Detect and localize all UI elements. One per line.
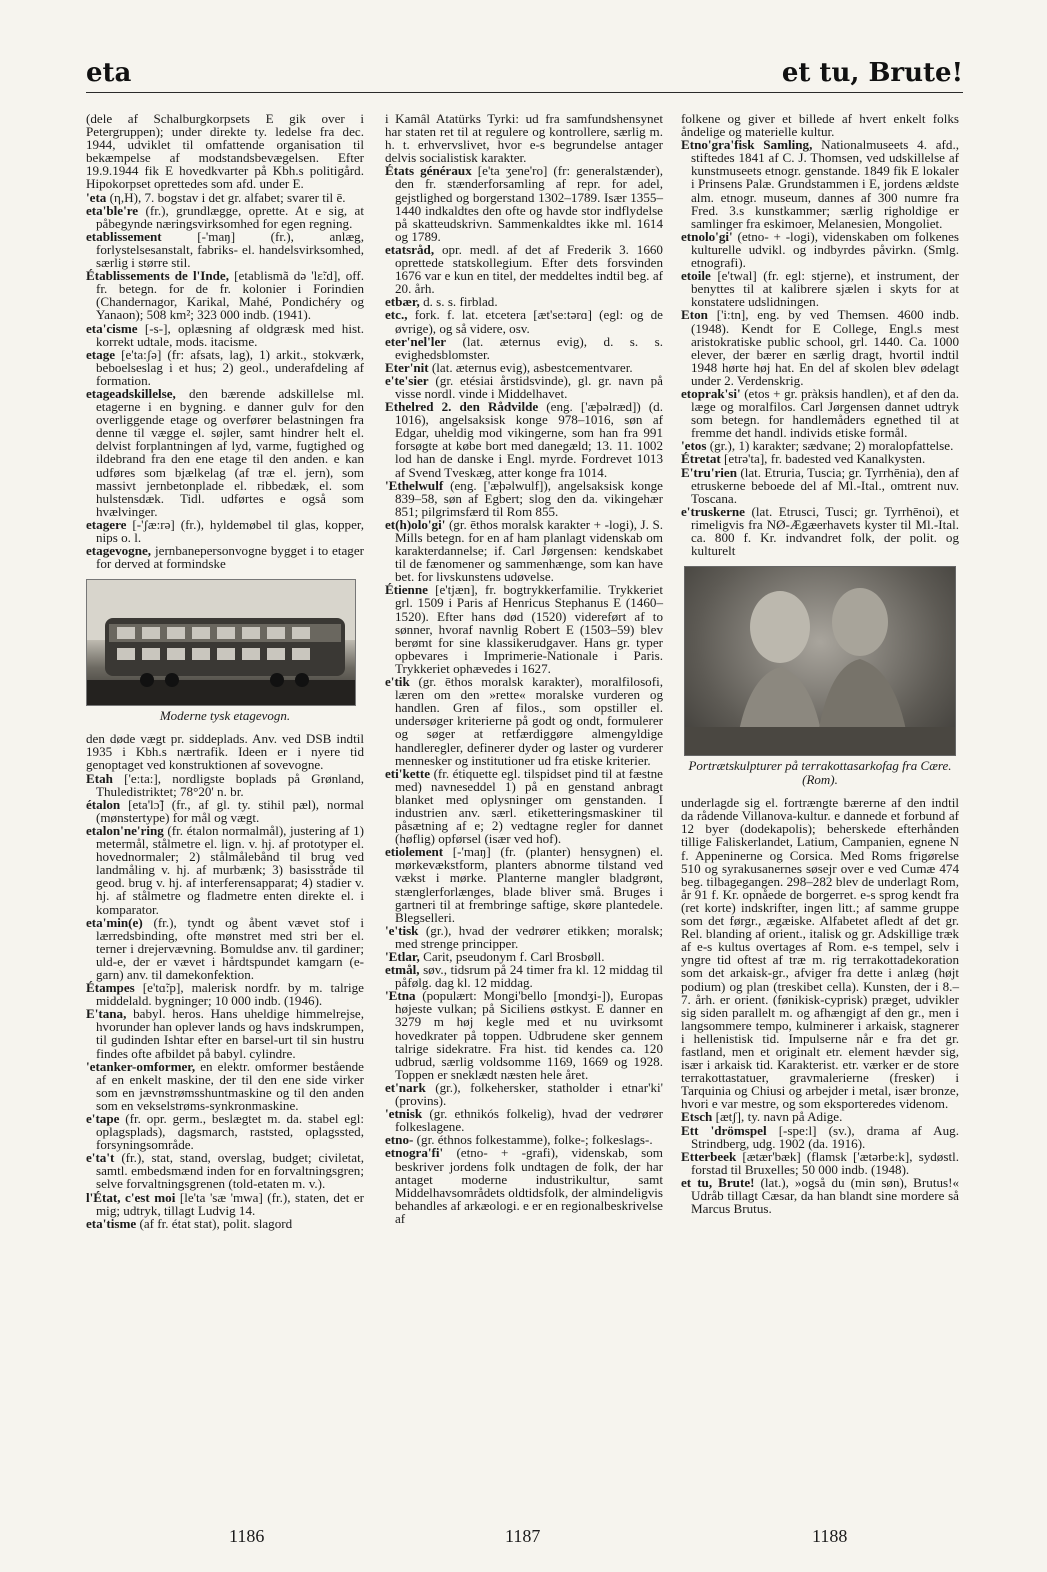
definition: Carit, pseudonym f. Carl Brosbøll. xyxy=(423,949,605,964)
headword: 'Ethelwulf xyxy=(385,477,444,493)
dictionary-entry xyxy=(385,963,663,989)
dictionary-entry xyxy=(385,767,663,846)
dictionary-entry xyxy=(681,466,959,505)
dictionary-entry xyxy=(86,387,364,518)
headword: Eter'nit xyxy=(385,359,429,375)
headword: etoile xyxy=(681,268,711,284)
definition: den døde vægt pr. siddeplads. Anv. ved DSB indtil 1935 i Kbh.s nærtrafik. Ideen er i nyere tid genoptaget ved konstruktionen af sovevogne. xyxy=(86,731,364,773)
dictionary-entry xyxy=(385,583,663,675)
headword: etagevogne, xyxy=(86,543,152,559)
col2-entries xyxy=(385,112,663,1225)
headword: etiolement xyxy=(385,844,444,860)
definition: (gr. ēthos moralsk karakter), moralfilosofi, læren om den »rette« moralske vurderen og handlen. Gren af filos., som opstiller el. undersøger kriterierne på godt og ondt, formulerer og søger at retfærdiggøre almengyldige handleregler, definerer dyder og laster og vurderer mennesker og institutioner ud fra etiske kriterier. xyxy=(395,674,663,768)
definition: (gr. éthnos folkestamme), folke-; folkeslags-. xyxy=(416,1132,653,1148)
headword: Etno'gra'fisk Samling, xyxy=(681,137,813,153)
dictionary-entry xyxy=(86,1191,364,1217)
figure-caption: Portrætskulpturer på terrakottasarkofag fra Cære. (Rom). xyxy=(688,758,952,788)
dictionary-entry xyxy=(681,138,959,230)
definition: [eta'lɔ̃] (fr., af gl. ty. stihil pæl), normal (mønstertype) for mål og vægt. xyxy=(96,796,364,825)
page-number-left: 1186 xyxy=(229,1526,265,1546)
definition: en elektr. omformer bestående af en enkelt maskine, der til den ene side virker som en jævnstrømsshuntmaskine og til den anden som en vekselstrøms-synkronmaskine. xyxy=(96,1058,364,1113)
definition: (dele af Schalburgkorpsets E gik over i Petergruppen); under direkte ty. ledelse fra dec. 1944, udviklet til omfattende organisation til bekæmpelse af modstandsbevægelsen. Efter 19.9.1944 fik E hovedkvarter på Kbh.s politigård. Hipokorpset oprettedes som afd. under E. xyxy=(86,111,364,192)
dictionary-entry xyxy=(681,1176,959,1215)
dictionary-entry xyxy=(86,798,364,824)
definition: [-'maŋ] (fr.), anlæg, forlystelsesanstalt, fabriks- el. handelsvirksomhed, særlig i større stil. xyxy=(96,228,364,271)
headword: 'etanker-omformer, xyxy=(86,1058,196,1074)
headword: etnogra'fi' xyxy=(385,1145,444,1161)
definition: [le'ta 'sæ 'mwa] (fr.), staten, det er mig; udtryk, tillagt Ludvig 14. xyxy=(96,1189,365,1218)
definition: [-'ʃæ:rə] (fr.), hyldemøbel til glas, kopper, nips o. l. xyxy=(96,516,364,545)
definition: [-'maŋ] (fr. (planter) hensygnen) el. mørkevækstform, planters abnorme tilstand ved vækst i mørke. Planterne mangler bladgrønt, stænglerforlænges, blade bliver små. Bruges i gartneri til at frembringe saftige, skøre plantedele. Blegselleri. xyxy=(395,844,663,925)
headword: 'e'tisk xyxy=(385,922,419,938)
dictionary-entry xyxy=(385,374,663,400)
headword: E'tana, xyxy=(86,1006,127,1022)
headword: etoprak'si' xyxy=(681,385,741,401)
definition: ['e:ta:], nordligste boplads på Grønland, Thuledistriktet; 78°20' n. br. xyxy=(96,770,364,799)
dictionary-entry xyxy=(681,230,959,269)
headword: Ett 'drömspel xyxy=(681,1122,767,1138)
dictionary-entry xyxy=(681,505,959,557)
dictionary-entry xyxy=(86,1007,364,1059)
dictionary-entry xyxy=(86,348,364,387)
train-photo xyxy=(86,579,356,706)
headword: 'Etlar, xyxy=(385,949,420,964)
dictionary-entry xyxy=(86,269,364,321)
headword: Ethelred 2. den Rådvilde xyxy=(385,399,539,415)
definition: [e'ta:ʃə] (fr: afsats, lag), 1) arkit., stokværk, beboelseslag i et hus; 2) geol., underafdeling af formation. xyxy=(96,346,364,388)
definition: [etrə'ta], fr. badested ved Kanalkysten. xyxy=(724,451,926,467)
headword: Eton xyxy=(681,307,708,323)
dictionary-entry xyxy=(385,400,663,479)
headword: etatsråd, xyxy=(385,241,435,257)
dictionary-entry xyxy=(385,308,663,334)
dictionary-entry xyxy=(385,479,663,518)
definition: [e'tjæn], fr. bogtrykkerfamilie. Trykkeriet grl. 1509 i Paris af Henricus Stephanus E (1460–1520). Efter hans død (1520) videreført af to sønner, hvoraf navnlig Robert E (1503–59) blev berømt for sine klassikerudgaver. Hans gr. typer opbevares i Imprimerie-Nationale i Paris. Trykkeriet ophævedes i 1627. xyxy=(395,582,663,676)
definition: (fr. étiquette egl. tilspidset pind til at fæstne med) navneseddel 1) på en genstand anbragt blanket med oplysninger om genstanden. I industrien anv. særl. etiketteringsmaskiner til påsætning af e; 2) vedtagne regler for dannet (høflig) opførsel (især ved hof). xyxy=(395,765,663,847)
headword: eta'ble're xyxy=(86,202,139,218)
headword: Établissements de l'Inde, xyxy=(86,268,230,284)
definition: folkene og giver et billede af hvert enkelt folks åndelige og materielle kultur. xyxy=(681,111,959,140)
dictionary-entry xyxy=(86,204,364,230)
headword: e'truskerne xyxy=(681,503,745,519)
dictionary-entry xyxy=(681,1150,959,1176)
definition: (etno- + -grafi), videnskab, som beskriver jordens folk undtagen de folk, der har antaget moderne industrikultur, samt Middelhavsområdets oldtidsfolk, der almindeligvis behandles af arkæologi. e er en regionalbeskrivelse af xyxy=(395,1145,663,1226)
dictionary-entry xyxy=(86,518,364,544)
definition: [ætær'bæk] (flamsk ['ætərbe:k], sydøstl. forstad til Bruxelles; 50 000 indb. (1948). xyxy=(691,1148,959,1177)
dictionary-entry xyxy=(385,845,663,924)
definition: søv., tidsrum på 24 timer fra kl. 12 middag til påfølg. dag kl. 12 middag. xyxy=(395,962,663,991)
headword: e'tik xyxy=(385,674,410,690)
headword: Etsch xyxy=(681,1109,713,1125)
dictionary-entry xyxy=(86,230,364,269)
dictionary-entry xyxy=(681,387,959,439)
dictionary-entry xyxy=(385,1081,663,1107)
headword: E'tru'rien xyxy=(681,464,738,480)
headword: etbær, xyxy=(385,294,420,310)
headword: Étampes xyxy=(86,980,135,996)
figure-sarcophagus xyxy=(681,566,959,787)
definition: (η,H), 7. bogstav i det gr. alfabet; svarer til ē. xyxy=(109,189,346,205)
headword: etage xyxy=(86,346,116,362)
headword: etnolo'gi' xyxy=(681,228,733,244)
definition: (etos + gr. pràksis handlen), et af den da. læge og moralfilos. Carl Jørgensen dannet udtryk som betegn. for handlemåders egnethed til at fremme det handl. individs etiske formål. xyxy=(691,385,959,441)
dictionary-entry xyxy=(681,112,959,138)
dictionary-entry xyxy=(86,1151,364,1190)
definition: (fr.), tyndt og åbent vævet stof i lærredsbinding, ofte mønstret med stri ber el. terner i drejervævning. Bomuldse anv. til gardiner; uld-e, der er vævet i hårdtspundet kamgarn (e-garn) anv. til damekonfektion. xyxy=(96,914,364,982)
headword: etc., xyxy=(385,307,408,323)
definition: (fr. opr. germ., beslægtet m. da. stabel egl: oplagsplads), dagsmarch, raststed, oplagssted, forsyningsområde. xyxy=(96,1111,364,1153)
headword: 'etos xyxy=(681,438,707,454)
dictionary-entry xyxy=(385,112,663,164)
definition: (gr. ēthos moralsk karakter + -logi), J. S. Mills betegn. for en af ham planlagt videnskab om karakterdannelse; if. Carl Jørgensen: kendskabet til de fænomener og sammenhænge, som kan have bet. for livskunstens udøvelse. xyxy=(395,516,663,585)
headword: e'te'sier xyxy=(385,372,429,388)
definition: (lat. Etruria, Tuscia; gr. Tyrrhēnia), den af etruskerne beboede del af Ml.-Ital., omtrent nuv. Toscana. xyxy=(691,464,959,506)
page-number-middle: 1187 xyxy=(505,1526,541,1546)
definition: (gr. ethnikós folkelig), hvad der vedrører folkeslagene. xyxy=(395,1106,663,1135)
definition: (gr.), folkehersker, statholder i etnar'ki' (provins). xyxy=(395,1079,664,1109)
definition: [e'ta ʒene'ro] (fr: generalstænder), den fr. stænderforsamling af repr. for adel, gejstlighed og borgerstand 1302–1789. Især 1355–1440 indkaldtes den ofte og havde stor indflydelse på skatteudskrivn. Sammenkaldtes ikke ml. 1614 og 1789. xyxy=(395,163,663,244)
headword: eta'min(e) xyxy=(86,914,143,930)
headword: etageadskillelse, xyxy=(86,385,176,401)
dictionary-entry xyxy=(86,772,364,798)
dictionary-entry xyxy=(86,916,364,981)
definition: [-spe:l] (sv.), drama af Aug. Strindberg, udg. 1902 (da. 1916). xyxy=(691,1122,959,1151)
column-3 xyxy=(681,112,959,1215)
dictionary-entry xyxy=(86,824,364,916)
dictionary-entry xyxy=(385,1146,663,1225)
col1-entries xyxy=(86,112,364,570)
definition: (af fr. état stat), polit. slagord xyxy=(139,1215,293,1231)
dictionary-entry xyxy=(681,308,959,387)
definition: (eng. ['æþəlwulf]), angelsaksisk konge 839–58, søn af Egbert; slog den da. vikingehær 851; pilgrimsfærd til Rom 855. xyxy=(395,477,663,519)
headword: eti'kette xyxy=(385,765,431,781)
dictionary-entry xyxy=(86,981,364,1007)
definition: i Kamâl Atatürks Tyrki: ud fra samfundshensynet har staten ret til at regulere og kontrollere, særlig m. h. t. erhvervslivet, hvor e-s begrundelse antager delvis socialistisk karakter. xyxy=(385,111,663,166)
headword: étalon xyxy=(86,796,121,812)
definition: (etno- + -logi), videnskaben om folkenes kulturelle udvikl. og indbyrdes påvirkn. (Smlg. etnografi). xyxy=(691,228,959,271)
headword: et(h)olo'gi' xyxy=(385,516,446,532)
headword: Étretat xyxy=(681,451,721,467)
dictionary-entry xyxy=(86,544,364,570)
headword: e'ta't xyxy=(86,1150,115,1166)
definition: Nationalmuseets 4. afd., stiftedes 1841 af C. J. Thomsen, ved udskillelse af kunstmuseets etnogr. genstande. 1849 fik E lokaler i Prinsens Palæ. Grundstammen i E, jordens ældste alm. etnogr. museum, dannes af 300 numre fra Fred. 3.s kunstkammer; særlig righoldige er samlinger fra eskimoer, Melanesien, Mongoliet. xyxy=(691,137,959,231)
headword: etmål, xyxy=(385,962,420,978)
page-number-right: 1188 xyxy=(812,1526,848,1546)
definition: (fr.), stat, stand, overslag, budget; civiletat, samtl. embedsmænd inden for en forvaltningsgren; selve forvaltningsgrenen (told-etaten m. v.). xyxy=(96,1150,364,1192)
headword: etablissement xyxy=(86,228,162,244)
headword: etalon'ne'ring xyxy=(86,822,164,838)
definition: (eng. ['æþəlræd]) (d. 1016), angelsaksisk konge 978–1016, søn af Edgar, uheldig mod vikingerne, som han fra 991 forsøgte at købe bort med danegæld; 13. 11. 1002 lod han de danske i Engl. myrde. Fordrevet 1013 af Svend Tveskæg, atter konge fra 1014. xyxy=(395,399,663,480)
headword: 'etnisk xyxy=(385,1106,423,1122)
right-guide-word: et tu, Brute! xyxy=(781,58,963,88)
dictionary-entry xyxy=(86,732,364,771)
definition: ['i:tn], eng. by ved Themsen. 4600 indb. (1948). Kendt for E College, Engl.s mest aristokratiske public school, grl. 1440. Ca. 1000 elever, der bærer en særlig dragt, hvortil indtil 1948 hørte høj hat. En del af skolen blev ødelagt under 2. Verdenskrig. xyxy=(691,307,959,388)
dictionary-entry xyxy=(86,1217,364,1230)
definition: (lat.), »også du (min søn), Brutus!« Udråb tillagt Cæsar, da han blandt sine mordere så Marcus Brutus. xyxy=(691,1174,960,1217)
dictionary-entry xyxy=(385,1107,663,1133)
dictionary-entry xyxy=(86,1060,364,1112)
definition: (gr. etésiai årstidsvinde), gl. gr. navn på visse nordl. vinde i Middelhavet. xyxy=(395,372,663,401)
definition: [e'twal] (fr. egl: stjerne), et instrument, der benyttes til at kalibrere sjælen i skyts for at konstatere udslidningen. xyxy=(691,268,959,310)
definition: (gr.), 1) karakter; sædvane; 2) moralopfattelse. xyxy=(709,438,954,454)
column-1 xyxy=(86,112,364,1230)
definition: fork. f. lat. etcetera [æt'se:tərɑ] (egl: og de øvrige), og så videre, osv. xyxy=(395,307,663,336)
figure-etagevogn xyxy=(86,579,364,723)
headword: Étienne xyxy=(385,582,428,598)
headword: etagere xyxy=(86,516,127,532)
headword: e'tape xyxy=(86,1111,120,1126)
dictionary-entry xyxy=(681,796,959,1110)
dictionary-entry xyxy=(86,322,364,348)
headword: et'nark xyxy=(385,1079,426,1095)
definition: jernbanepersonvogne bygget i to etager for derved at formindske xyxy=(96,543,365,572)
page-header xyxy=(86,56,963,93)
definition: (lat. æternus evig), d. s. s. evighedsblomster. xyxy=(395,333,663,362)
definition: (lat. Etrusci, Tusci; gr. Tyrrhēnoi), et rimeligvis fra NØ-Ægæerhavets kyster til Ml.-Ital. ca. 800 f. Kr. indvandret folk, der polit. og kulturelt xyxy=(691,503,959,559)
col3b-entries xyxy=(681,796,959,1215)
col1b-entries xyxy=(86,732,364,1230)
definition: [ætʃ], ty. navn på Adige. xyxy=(715,1109,843,1125)
definition: (populært: Mongi'bello [mondʒi-]), Europas højeste vulkan; på Siciliens østkyst. E danner en 3279 m høj kegle med et nu uvirksomt hovedkrater på toppen. Udbrudene sker gennem talrige sidekratre. Fra hist. tid kendes ca. 120 udbrud, særlig voldsomme 1169, 1669 og 1928. Toppen er sneklædt næsten hele året. xyxy=(395,988,664,1082)
dictionary-entry xyxy=(681,269,959,308)
definition: opr. medl. af det af Frederik 3. 1660 oprettede statskollegium. Efter dets forsvinden 1676 var e kun en titel, der meddeltes indtil beg. af 20. årh. xyxy=(395,241,663,297)
headword: eta'tisme xyxy=(86,1215,137,1231)
dictionary-entry xyxy=(385,924,663,950)
dictionary-entry xyxy=(385,675,663,767)
col3-entries xyxy=(681,112,959,557)
definition: [-s-], oplæsning af oldgræsk med hist. korrekt udtale, mods. itacisme. xyxy=(96,320,364,349)
headword: États généraux xyxy=(385,163,472,179)
dictionary-entry xyxy=(385,518,663,583)
headword: etno- xyxy=(385,1132,414,1148)
definition: [e'tɑ̃:p], malerisk nordfr. by m. talrige middelald. bygninger; 10 000 indb. (1946). xyxy=(96,980,364,1009)
dictionary-entry xyxy=(385,335,663,361)
definition: (lat. æternus evig), asbestcementvarer. xyxy=(431,359,633,375)
headword: 'eta xyxy=(86,189,107,205)
definition: babyl. heros. Hans uheldige himmelrejse, hvorunder han oplever lands og havs indskrumpen, til gudinden Ishtar efter en barsel-urt til sin hustru findes ofte afbildet på babyl. cylindre. xyxy=(96,1006,364,1061)
sculpture-photo xyxy=(684,566,956,756)
definition: (gr.), hvad der vedrører etikken; moralsk; med strenge principper. xyxy=(395,922,663,951)
definition: (fr. étalon normalmål), justering af 1) metermål, stålmetre el. lign. v. hj. af prototyper el. hovednormaler; 2) stålmålebånd til brug ved landmåling v. hj. af murbænk; 3) basisstråde til geod. brug v. hj. af interferensapparat; 4) stadier v. hj. af stålmetre og fladmetre enten direkte el. i komparator. xyxy=(96,822,364,917)
definition: d. s. s. firblad. xyxy=(423,294,498,310)
dictionary-entry xyxy=(385,243,663,295)
dictionary-entry xyxy=(385,989,663,1081)
column-2 xyxy=(385,112,663,1225)
dictionary-entry xyxy=(86,1112,364,1151)
dictionary-entry xyxy=(385,164,663,243)
headword: eter'nel'ler xyxy=(385,333,447,349)
definition: (fr.), grundlægge, oprette. At e sig, at påbegynde næringsvirksomhed for egen regning. xyxy=(96,202,364,231)
dictionary-entry xyxy=(86,112,364,191)
figure-caption: Moderne tysk etagevogn. xyxy=(159,708,291,724)
headword: eta'cisme xyxy=(86,320,138,336)
dictionary-entry xyxy=(681,1124,959,1150)
definition: [etablismã də 'lɛ̃:d], off. fr. betegn. for de fr. kolonier i Forindien (Chandernagor, Karikal, Mahé, Pondichéry og Yanaon); 508 km²; 323 000 indb. (1941). xyxy=(96,268,364,323)
headword: 'Etna xyxy=(385,988,416,1004)
headword: et tu, Brute! xyxy=(681,1174,755,1190)
left-guide-word: eta xyxy=(86,58,132,88)
headword: Etah xyxy=(86,770,113,786)
headword: Etterbeek xyxy=(681,1148,737,1164)
headword: l'État, c'est moi xyxy=(86,1189,176,1205)
definition: underlagde sig el. fortrængte bærerne af den indtil da rådende Villanova-kultur. e dannede et forbund af 12 byer (dodekapolis); beherskede efterhånden tillige Faliskerlandet, Latium, Campanien, egnene N f. Appeninerne og Corsica. Med Roms frigørelse 510 og syrakusanernes søsejr over e ved Cumæ 474 beg. tilbagegangen. 298–282 blev de underlagt Rom, år 91 f. Kr. opnåede de borgerret. e-s sprog kendt fra (ret korte) indskrifter, ingen litt.; af samme gruppe som det førgr., ægæiske. Alfabetet afledt af det gr. Rel. blanding af orient., italisk og gr. Adskillige træk af e-s kultus overtages af Rom. e-s tempel, selv i yngre tid oftest af træ m. rig terrakottadekoration som det arkaisk-gr., afviger fra dette i anlæg (højt podium) og plan (treskibet cella). Kunsten, der i 8.–7. årh. er orient. (fønikisk-cyprisk) præget, udvikler sig siden parallelt m. og afhængigt af den gr., men i langsommere tempo, kulminerer i arkaisk, stagnerer i hellenistisk tid. Impulserne når e fra det gr. fastland, men et originalt etr. element hævder sig, især i arkaisk tid. Karakterist. etr. værker er de store terrakottastatuer, gravmalerierne (fresker) i Tarquinia og Chiusi og arbejder i metal, især bronze, hvori e var mestre, og som eksporteredes videnom. xyxy=(681,795,959,1112)
definition: den bærende adskillelse ml. etagerne i en bygning. e danner gulv for den overliggende etage og overfører belastningen fra denne til vægge el. søjler, samt hindrer helt el. delvist forplantningen af lyd, varme, fugtighed og ildebrand fra den ene etage til den anden. e kan udføres som bjælkelag (af træ el. jern), som massivt jernbetonplade el. ribbedæk, el. som hulstensdæk. Tidl. udførtes e også som hvælvinger. xyxy=(96,385,364,519)
